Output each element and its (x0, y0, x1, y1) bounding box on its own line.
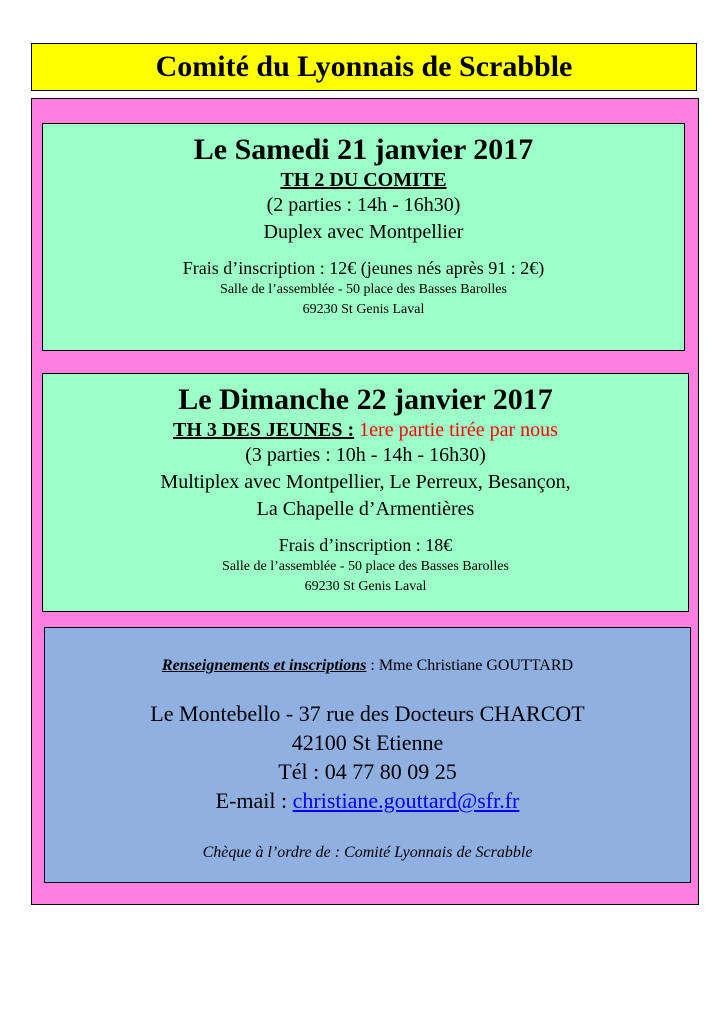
event-schedule: (2 parties : 14h - 16h30) (266, 194, 461, 216)
event-saturday (42, 123, 685, 351)
event-format-line2: La Chapelle d’Armentières (256, 498, 475, 520)
event-venue: Salle de l’assemblée - 50 place des Basses Barolles (220, 282, 507, 297)
event-subtitle-label: TH 3 DES JEUNES : (173, 419, 355, 441)
contact-email-line (45, 786, 690, 815)
page-title (31, 43, 697, 91)
contact-phone: Tél : 04 77 80 09 25 (278, 759, 457, 784)
info-box (44, 627, 691, 883)
contact-line (45, 656, 690, 676)
event-title: Le Dimanche 22 janvier 2017 (178, 383, 553, 416)
email-link[interactable]: christiane.gouttard@sfr.fr (292, 788, 520, 813)
event-subtitle (43, 418, 688, 442)
contact-name: : Mme Christiane GOUTTARD (366, 657, 574, 674)
event-title: Le Samedi 21 janvier 2017 (193, 133, 534, 166)
event-fee: Frais d’inscription : 12€ (jeunes nés après 91 : 2€) (182, 258, 545, 278)
event-venue: Salle de l’assemblée - 50 place des Basses Barolles (222, 559, 509, 574)
cheque-note: Chèque à l’ordre de : Comité Lyonnais de Scrabble (202, 844, 533, 861)
event-city: 69230 St Genis Laval (302, 302, 425, 317)
event-format-line1: Multiplex avec Montpellier, Le Perreux, Besançon, (160, 471, 571, 493)
title-text: Comité du Lyonnais de Scrabble (155, 50, 573, 83)
event-format: Duplex avec Montpellier (263, 221, 464, 243)
event-schedule: (3 parties : 10h - 14h - 16h30) (245, 444, 486, 466)
contact-address-block (45, 699, 690, 815)
contact-label: Renseignements et inscriptions (161, 657, 367, 674)
event-subtitle-note: 1ere partie tirée par nous (359, 419, 558, 441)
contact-address: Le Montebello - 37 rue des Docteurs CHARCOT (150, 701, 585, 726)
contact-city: 42100 St Etienne (291, 730, 444, 755)
email-label: E-mail : (215, 788, 293, 813)
event-city: 69230 St Genis Laval (304, 579, 427, 594)
event-sunday (42, 373, 689, 612)
event-fee: Frais d’inscription : 18€ (278, 535, 453, 555)
event-subtitle: TH 2 DU COMITE (280, 169, 447, 191)
